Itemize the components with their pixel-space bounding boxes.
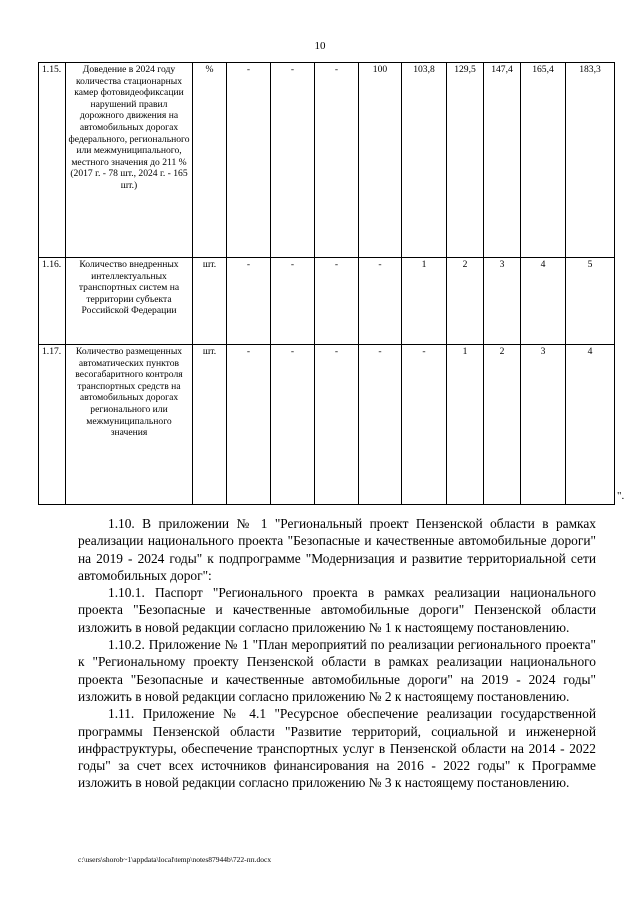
table-row [39,63,615,258]
value-cell: 3 [521,345,566,505]
value-cell: - [227,258,271,345]
indicator-name: Количество размещенных автоматических пунктов весогабаритного контроля транспортных средств на автомобильных дорогах регионального или межмуниципального значения [66,345,193,505]
value-cell: - [227,63,271,258]
footer-file-path: c:\users\shorob~1\appdata\local\temp\notes87944b\722-пп.docx [78,855,272,864]
row-number: 1.17. [39,345,66,505]
value-cell: 100 [359,63,402,258]
paragraph-1-10-2: 1.10.2. Приложение № 1 "План мероприятий по реализации регионального проекта" к "Региональному проекту Пензенской области в рамках реализации национального проекта "Безопасные и качественные автомобильные дороги" на 2019 - 2024 годы" изложить в новой редакции согласно приложению № 2 к настоящему постановлению. [78,637,596,704]
closing-quote: ". [617,490,625,502]
paragraph-1-11: 1.11. Приложение № 4.1 "Ресурсное обеспечение реализации государственной программы Пензенской области "Развитие территорий, социальной и инженерной инфраструктуры, обеспечение транспортных услуг в Пензенской области на 2014 - 2022 годы" за счет всех источников финансирования на 2016 - 2022 годы" к Программе изложить в новой редакции согласно приложению № 3 к настоящему постановлению. [78,706,596,791]
value-cell: 103,8 [402,63,447,258]
value-cell: 165,4 [521,63,566,258]
value-cell: - [402,345,447,505]
value-cell: - [227,345,271,505]
value-cell: - [271,63,315,258]
value-cell: - [315,258,359,345]
unit-cell: шт. [193,258,227,345]
value-cell: - [271,258,315,345]
value-cell: 2 [484,345,521,505]
value-cell: 1 [402,258,447,345]
value-cell: 5 [566,258,615,345]
value-cell: - [315,63,359,258]
value-cell: - [271,345,315,505]
value-cell: 1 [447,345,484,505]
body-text [78,515,596,792]
value-cell: 129,5 [447,63,484,258]
page-number: 10 [314,40,326,52]
value-cell: 2 [447,258,484,345]
indicator-name: Количество внедренных интеллектуальных транспортных систем на территории субъекта Российской Федерации [66,258,193,345]
value-cell: - [315,345,359,505]
row-number: 1.15. [39,63,66,258]
value-cell: 4 [521,258,566,345]
value-cell: 4 [566,345,615,505]
table-row [39,345,615,505]
value-cell: - [359,345,402,505]
paragraph-1-10: 1.10. В приложении № 1 "Региональный проект Пензенской области в рамках реализации национального проекта "Безопасные и качественные автомобильные дороги" на 2019 - 2024 годы" к подпрограмме "Модернизация и развитие территориальной сети автомобильных дорог": [78,516,596,583]
value-cell: 183,3 [566,63,615,258]
value-cell: - [359,258,402,345]
value-cell: 147,4 [484,63,521,258]
indicators-table [38,62,615,505]
paragraph-1-10-1: 1.10.1. Паспорт "Регионального проекта в рамках реализации национального проекта "Безопасные и качественные автомобильные дороги" Пензенской области изложить в новой редакции согласно приложению № 1 к настоящему постановлению. [78,585,596,635]
table-row [39,258,615,345]
value-cell: 3 [484,258,521,345]
unit-cell: шт. [193,345,227,505]
row-number: 1.16. [39,258,66,345]
unit-cell: % [193,63,227,258]
indicator-name: Доведение в 2024 году количества стационарных камер фотовидеофиксации нарушений правил дорожного движения на автомобильных дорогах федерального, регионального или межмуниципального, местного значения до 211 % (2017 г. - 78 шт., 2024 г. - 165 шт.) [66,63,193,258]
